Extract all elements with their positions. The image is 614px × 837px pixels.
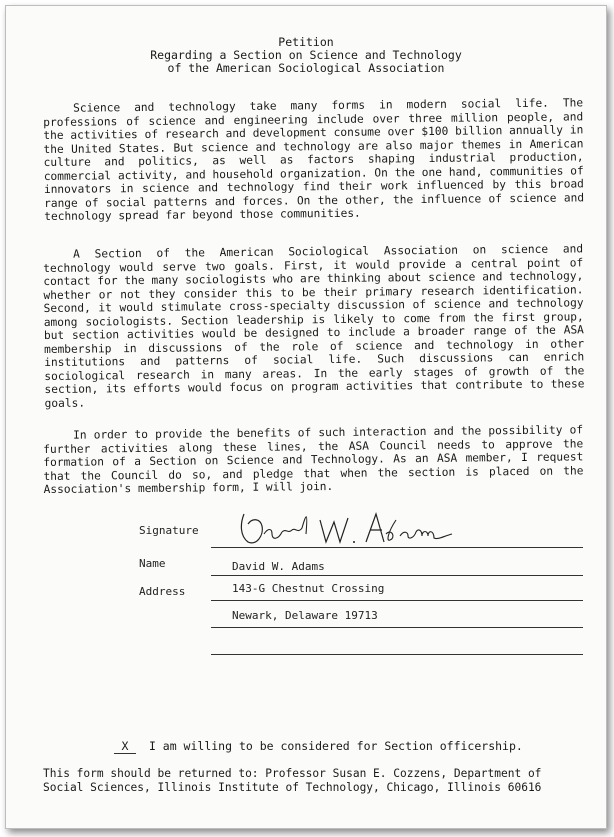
title-line-3: of the American Sociological Association bbox=[167, 61, 445, 75]
address-line-2: Newark, Delaware 19713 bbox=[232, 609, 378, 622]
title-line-1: Petition bbox=[278, 35, 334, 49]
handwritten-signature bbox=[234, 506, 464, 551]
paragraph-2-text: A Section of the American Sociological Association on science and technology would serve two goals. First, it would provide a central point of contact for the many sociologists who are thinking about science and technology, whether or not they consider this to be their primary research identification. Second, it would stimulate cross-specialty discussion of science and technology among sociologists. Section leadership is likely to come from the first group, but section activities would be designed to include a broader range of the ASA membership in discussions of the role of science and technology in other institutions and patterns of social life. Such discussions can enrich sociological research in many areas. In the early stages of growth of the section, its efforts would focus on program activities that contribute to these goals. bbox=[43, 242, 585, 410]
officership-mark: X bbox=[114, 739, 136, 754]
signature-line bbox=[211, 547, 583, 548]
name-label: Name bbox=[139, 557, 166, 570]
name-value: David W. Adams bbox=[232, 560, 325, 573]
address-line-1-rule bbox=[211, 600, 583, 601]
return-instructions: This form should be returned to: Professor Susan E. Cozzens, Department of Social Sciences, Illinois Institute of Technology, Chicago, Illinois 60616 bbox=[43, 767, 542, 794]
petition-title bbox=[6, 36, 606, 75]
officership-statement bbox=[114, 739, 523, 754]
paragraph-2 bbox=[43, 242, 585, 410]
address-label: Address bbox=[139, 585, 186, 598]
title-line-2: Regarding a Section on Science and Technology bbox=[150, 48, 462, 62]
paragraph-1-text: Science and technology take many forms in modern social life. The professions of science and engineering include over three million people, and the activities of research and development consume over $100 billion annually in the United States. But science and technology are also major themes in American culture and politics, as well as factors shaping industrial production, commercial activity, and household organization. On the one hand, communities of innovators in science and technology find their work influenced by this broad range of social patterns and forces. On the other, the influence of science and technology spread far beyond those communities. bbox=[43, 96, 585, 223]
paragraph-3-text: In order to provide the benefits of such interaction and the possibility of further activities along these lines, the ASA Council needs to approve the formation of a Section on Science and Technology. As an ASA member, I request that the Council do so, and pledge that when the section is placed on the Association's membership form, I will join. bbox=[43, 423, 584, 496]
name-line bbox=[211, 575, 583, 576]
address-line-2-rule bbox=[211, 627, 583, 628]
address-line-1: 143-G Chestnut Crossing bbox=[232, 582, 385, 595]
signature-label: Signature bbox=[139, 524, 199, 537]
officership-text: I am willing to be considered for Section officership. bbox=[148, 739, 523, 753]
paragraph-1 bbox=[43, 96, 584, 223]
paragraph-3 bbox=[43, 423, 584, 496]
petition-page bbox=[5, 5, 607, 829]
address-line-3-rule bbox=[211, 654, 583, 655]
